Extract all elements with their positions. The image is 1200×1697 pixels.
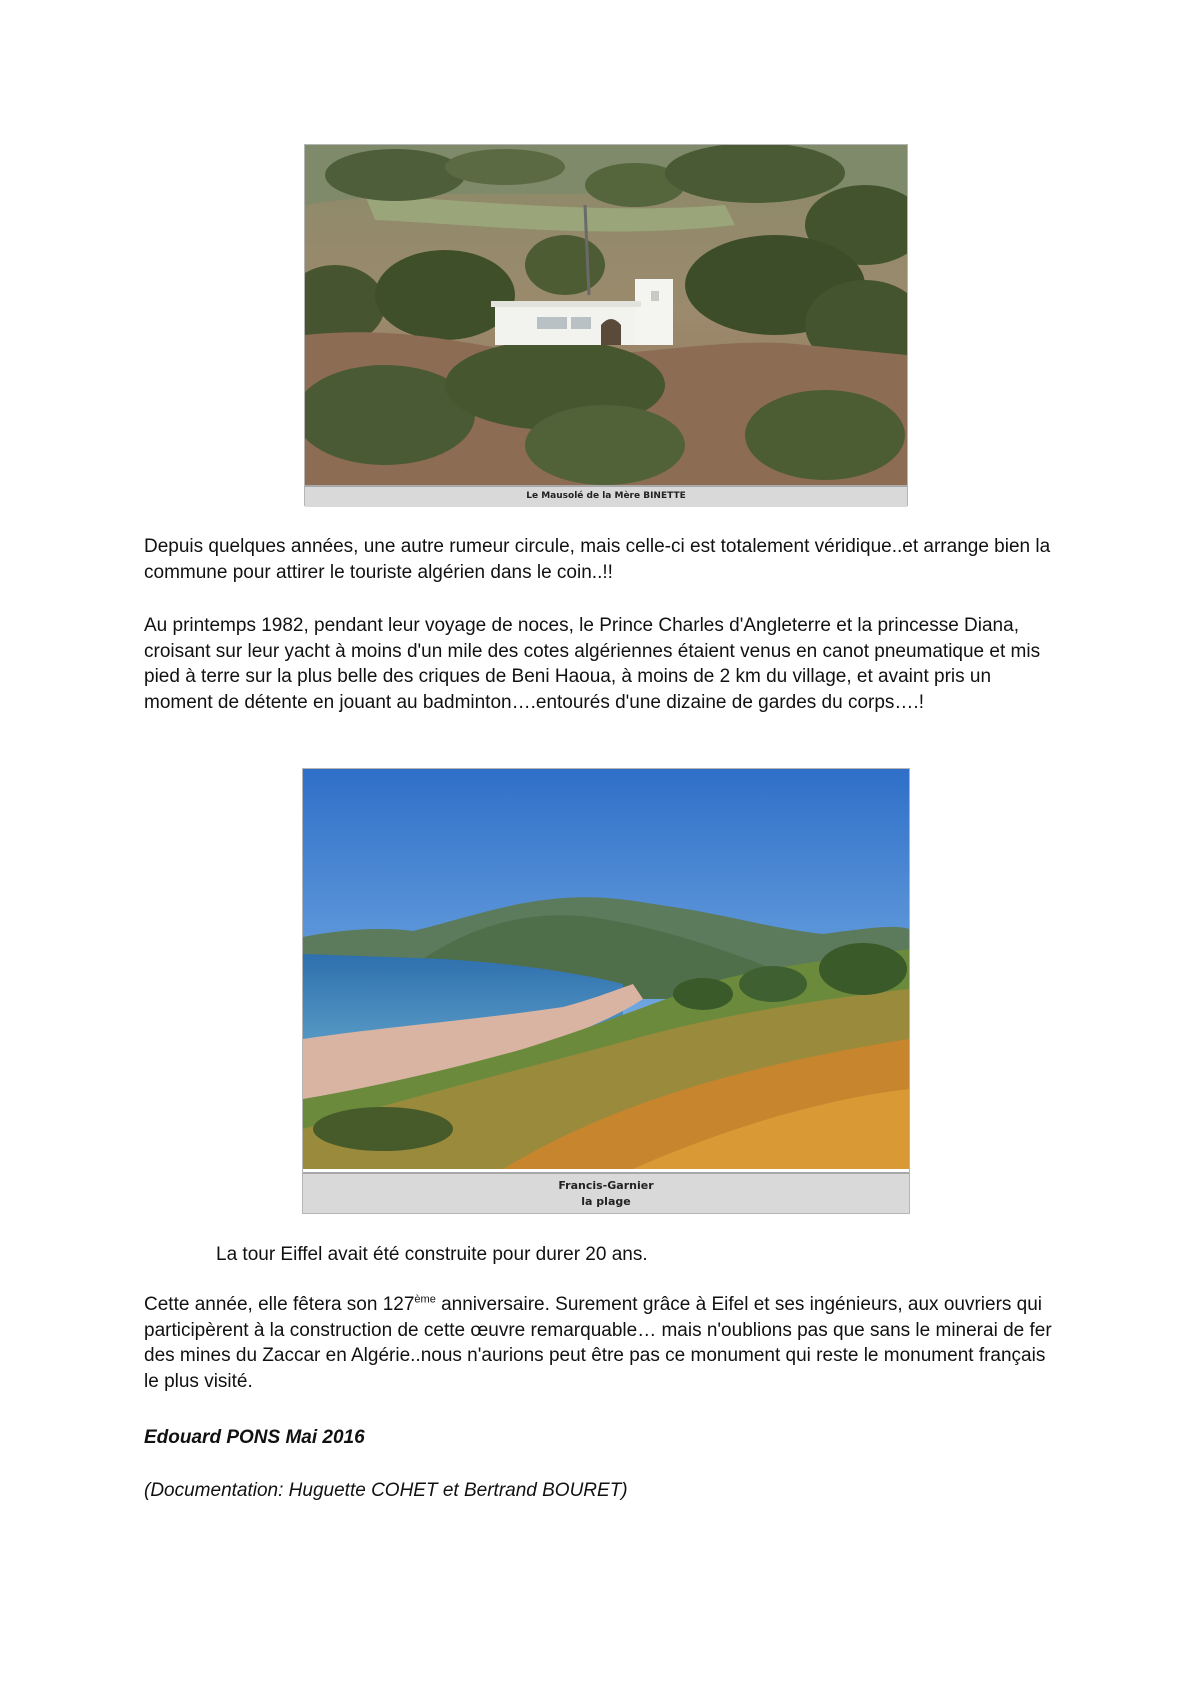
beach-caption-line-2: la plage bbox=[581, 1195, 631, 1208]
beach-caption-line-1: Francis-Garnier bbox=[558, 1179, 654, 1192]
author-signature: Edouard PONS Mai 2016 bbox=[144, 1427, 365, 1448]
royal-visit-paragraph: Au printemps 1982, pendant leur voyage de noces, le Prince Charles d'Angleterre et la princesse Diana, croisant sur leur yacht à moins d'un mile des cotes algériennes étaient venus en canot pneumatique et mis pied à terre sur la plus belle des criques de Beni Haoua, à moins de 2 km du village, et avaint pris un moment de détente en jouant au badminton….entourés d'une dizaine de gardes du corps….! bbox=[144, 615, 1041, 713]
beach-photo bbox=[303, 769, 909, 1169]
mausoleum-caption: Le Mausolé de la Mère BINETTE bbox=[305, 485, 907, 507]
figure-mausoleum bbox=[304, 144, 908, 506]
eiffel-intro-paragraph: La tour Eiffel avait été construite pour durer 20 ans. bbox=[216, 1244, 648, 1265]
mausoleum-photo bbox=[305, 145, 907, 485]
rumor-paragraph: Depuis quelques années, une autre rumeur circule, mais celle-ci est totalement véridique..et arrange bien la commune pour attirer le touriste algérien dans le coin..!! bbox=[144, 536, 1051, 583]
anniversary-ordinal-suffix: ème bbox=[414, 1293, 436, 1306]
beach-caption bbox=[303, 1172, 909, 1213]
anniversary-paragraph bbox=[144, 1292, 1064, 1394]
documentation-credit: (Documentation: Huguette COHET et Bertrand BOURET) bbox=[144, 1480, 628, 1501]
anniversary-text-start: Cette année, elle fêtera son 127 bbox=[144, 1294, 415, 1315]
anniversary-text-end: anniversaire. Surement grâce à Eifel et ses ingénieurs, aux ouvriers qui participèrent à la construction de cette œuvre remarquable… mais n'oublions pas que sans le minerai de fer des mines du Zaccar en Algérie..nous n'aurions peut être pas ce monument qui reste le monument français le plus visité. bbox=[144, 1294, 1052, 1392]
figure-beach bbox=[302, 768, 910, 1214]
